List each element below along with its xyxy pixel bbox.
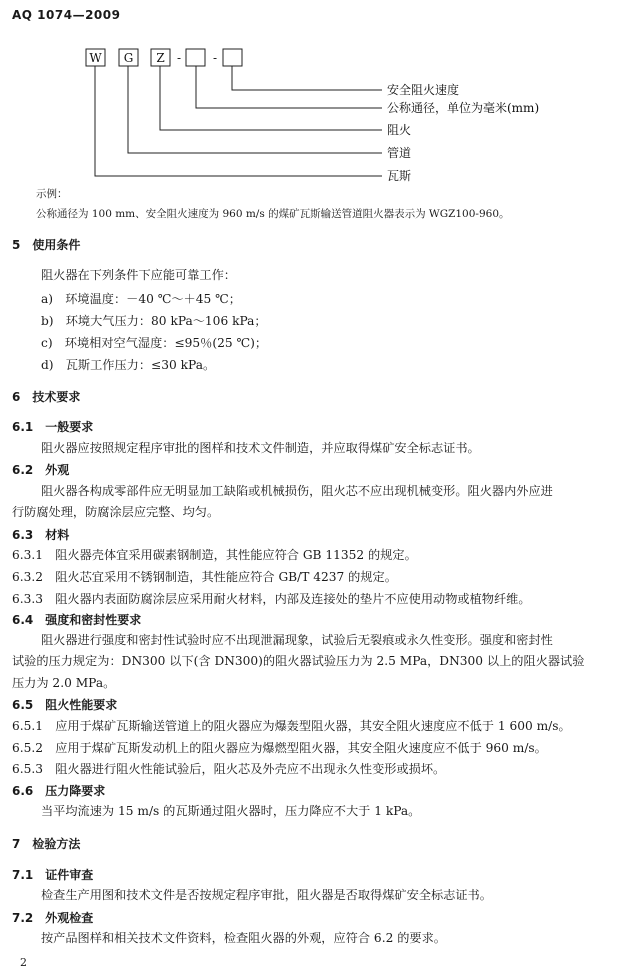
example-title: 示例： [36, 188, 68, 200]
leader-velocity [232, 66, 382, 90]
label-pipe: 管道 [387, 146, 412, 160]
standard-id: AQ 1074—2009 [12, 8, 121, 22]
section-6-2-text-line2: 行防腐处理，防腐涂层应完整、均匀。 [12, 505, 220, 519]
leader-fire [160, 66, 382, 130]
section-5-intro: 阻火器在下列条件下应能可靠工作： [41, 268, 236, 282]
section-7-heading: 7 检验方法 [12, 837, 81, 851]
box-velocity [223, 49, 242, 66]
section-6-3-1: 6.3.1 阻火器壳体宜采用碳素钢制造，其性能应符合 GB 11352 的规定。 [12, 548, 417, 562]
section-6-3-2: 6.3.2 阻火芯宜采用不锈钢制造，其性能应符合 GB/T 4237 的规定。 [12, 570, 397, 584]
section-7-2-heading: 7.2 外观检查 [12, 911, 94, 925]
label-diameter: 公称通径，单位为毫米(mm) [387, 101, 540, 115]
separator-2: - [212, 51, 218, 65]
section-5-heading: 5 使用条件 [12, 238, 81, 252]
label-gas: 瓦斯 [387, 169, 412, 183]
leader-pipe [128, 66, 382, 153]
leader-diameter [196, 66, 382, 108]
section-6-heading: 6 技术要求 [12, 390, 81, 404]
leader-gas [95, 66, 382, 176]
section-6-5-heading: 6.5 阻火性能要求 [12, 698, 118, 712]
page-number: 2 [20, 956, 27, 969]
label-velocity: 安全阻火速度 [387, 83, 460, 97]
separator-1: - [176, 51, 182, 65]
section-6-1-heading: 6.1 一般要求 [12, 420, 94, 434]
section-7-1-text: 检查生产用图和技术文件是否按规定程序审批，阻火器是否取得煤矿安全标志证书。 [41, 888, 492, 902]
model-designation-diagram [0, 0, 641, 190]
section-6-5-3: 6.5.3 阻火器进行阻火性能试验后，阻火芯及外壳应不出现永久性变形或损坏。 [12, 762, 446, 776]
box-w-letter: W [89, 51, 102, 65]
section-6-4-text-line3: 压力为 2.0 MPa。 [12, 676, 116, 690]
condition-c: c) 环境相对空气湿度：≤95％(25 ℃)； [41, 336, 268, 350]
section-7-2-text: 按产品图样和相关技术文件资料，检查阻火器的外观，应符合 6.2 的要求。 [41, 931, 446, 945]
section-6-6-text: 当平均流速为 15 m/s 的瓦斯通过阻火器时，压力降应不大于 1 kPa。 [41, 804, 421, 818]
box-diameter [186, 49, 205, 66]
label-fire: 阻火 [387, 123, 412, 137]
section-7-1-heading: 7.1 证件审查 [12, 868, 94, 882]
box-g-letter: G [123, 51, 134, 65]
condition-b: b) 环境大气压力：80 kPa～106 kPa； [41, 314, 267, 328]
section-6-5-1: 6.5.1 应用于煤矿瓦斯输送管道上的阻火器应为爆轰型阻火器，其安全阻火速度应不低于 1 600 m/s。 [12, 719, 571, 733]
section-6-2-heading: 6.2 外观 [12, 463, 70, 477]
section-6-1-text: 阻火器应按照规定程序审批的图样和技术文件制造，并应取得煤矿安全标志证书。 [41, 441, 480, 455]
section-6-2-text-line1: 阻火器各构成零部件应无明显加工缺陷或机械损伤，阻火芯不应出现机械变形。阻火器内外应进 [41, 484, 553, 498]
condition-a: a) 环境温度：－40 ℃～＋45 ℃； [41, 292, 241, 306]
section-6-3-heading: 6.3 材料 [12, 528, 70, 542]
example-text: 公称通径为 100 mm、安全阻火速度为 960 m/s 的煤矿瓦斯输送管道阻火器表示为 WGZ100-960。 [36, 208, 510, 220]
section-6-4-heading: 6.4 强度和密封性要求 [12, 613, 142, 627]
section-6-4-text-line1: 阻火器进行强度和密封性试验时应不出现泄漏现象，试验后无裂痕或永久性变形。强度和密封性 [41, 633, 553, 647]
condition-d: d) 瓦斯工作压力：≤30 kPa。 [41, 358, 216, 372]
box-z-letter: Z [156, 51, 165, 65]
section-6-3-3: 6.3.3 阻火器内表面防腐涂层应采用耐火材料，内部及连接处的垫片不应使用动物或植物纤维。 [12, 592, 531, 606]
section-6-5-2: 6.5.2 应用于煤矿瓦斯发动机上的阻火器应为爆燃型阻火器，其安全阻火速度应不低于 960 m/s。 [12, 741, 547, 755]
section-6-6-heading: 6.6 压力降要求 [12, 784, 106, 798]
section-6-4-text-line2: 试验的压力规定为：DN300 以下(含 DN300)的阻火器试验压力为 2.5 MPa，DN300 以上的阻火器试验 [12, 654, 585, 668]
